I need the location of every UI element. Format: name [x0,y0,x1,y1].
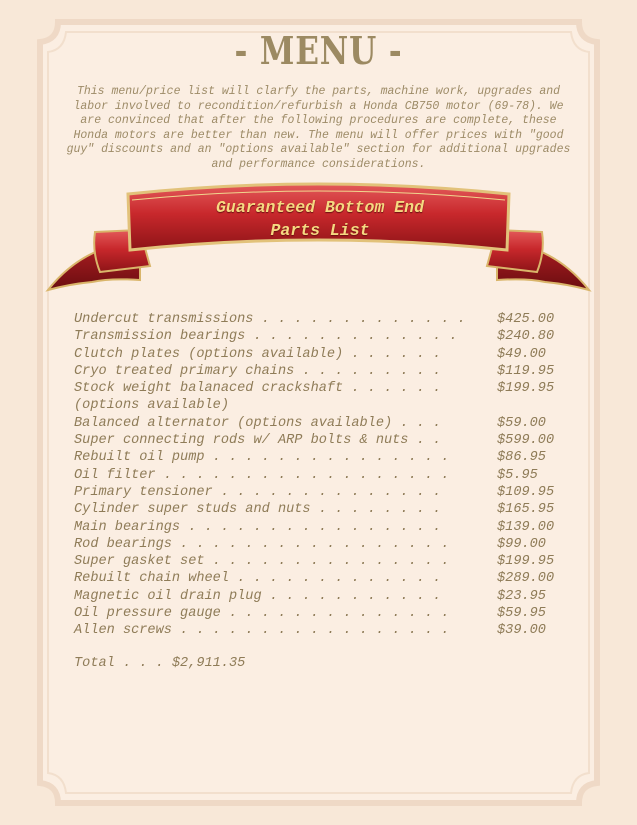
list-item [74,415,574,432]
intro-paragraph: This menu/price list will clarfy the parts, machine work, upgrades and labor involved to recondition/refurbish a Honda CB750 motor (69-78). We are convinced that after the following procedures are complete, these Honda motors are better than new. The menu will offer prices with "good guy" discounts and an "options available" section for additional upgrades and performance considerations. [66,85,571,171]
list-item [74,449,574,466]
item-price: $39.00 [497,623,546,639]
list-item [74,363,574,380]
list-item [74,380,574,397]
item-name: Oil pressure gauge . . . . . . . . . . . . . . [74,606,450,622]
list-item [74,570,574,587]
item-price: $5.95 [497,467,538,483]
list-item [74,311,574,328]
list-item-note [74,397,574,414]
item-name: Main bearings . . . . . . . . . . . . . . . . [74,519,442,535]
ribbon-title [130,196,510,242]
ribbon-line-2: Parts List [270,221,370,240]
item-price: $199.95 [497,381,555,397]
item-price: $199.95 [497,554,555,570]
list-item [74,467,574,484]
item-name: Rod bearings . . . . . . . . . . . . . . . . . [74,536,450,552]
item-name: Super connecting rods w/ ARP bolts & nuts . . [74,433,442,449]
list-item [74,536,574,553]
item-price: $86.95 [497,450,546,466]
total-line: Total . . . $2,911.35 [74,656,246,671]
item-name: Undercut transmissions . . . . . . . . . . . . . [74,312,466,327]
list-item [74,501,574,518]
item-price: $59.00 [497,415,546,431]
item-name: Oil filter . . . . . . . . . . . . . . . . . . [74,467,450,483]
item-name: Balanced alternator (options available) . . . [74,415,442,431]
item-price: $99.00 [497,536,546,552]
item-price: $109.95 [497,484,555,500]
item-name: Cryo treated primary chains . . . . . . . . . [74,363,442,379]
item-name: Clutch plates (options available) . . . . . . [74,346,442,362]
item-price: $23.95 [497,588,546,604]
item-name: Stock weight balanaced crackshaft . . . . . . [74,381,442,397]
item-name: (options available) [74,398,229,414]
list-item [74,553,574,570]
item-name: Primary tensioner . . . . . . . . . . . . . . [74,484,442,500]
item-price: $139.00 [497,519,555,535]
ribbon-line-1: Guaranteed Bottom End [216,198,424,217]
item-price: $599.00 [497,433,555,449]
item-price: $59.95 [497,606,546,622]
parts-list [74,311,574,640]
item-name: Cylinder super studs and nuts . . . . . . . . [74,502,442,518]
item-price: $240.80 [497,329,555,345]
list-item [74,519,574,536]
item-price: $425.00 [497,312,555,327]
item-name: Transmission bearings . . . . . . . . . . . . . [74,329,458,345]
item-price: $289.00 [497,571,555,587]
list-item [74,588,574,605]
item-price: $165.95 [497,502,555,518]
item-name: Super gasket set . . . . . . . . . . . . . . . [74,554,450,570]
list-item [74,484,574,501]
list-item [74,432,574,449]
page-title: - MENU - [234,28,403,73]
list-item [74,346,574,363]
list-item [74,328,574,345]
item-price: $49.00 [497,346,546,362]
item-name: Magnetic oil drain plug . . . . . . . . . . . [74,588,442,604]
item-name: Allen screws . . . . . . . . . . . . . . . . . [74,623,450,639]
item-price: $119.95 [497,363,555,379]
list-item [74,622,574,639]
list-item [74,605,574,622]
item-name: Rebuilt chain wheel . . . . . . . . . . . . . [74,571,442,587]
item-name: Rebuilt oil pump . . . . . . . . . . . . . . . [74,450,450,466]
